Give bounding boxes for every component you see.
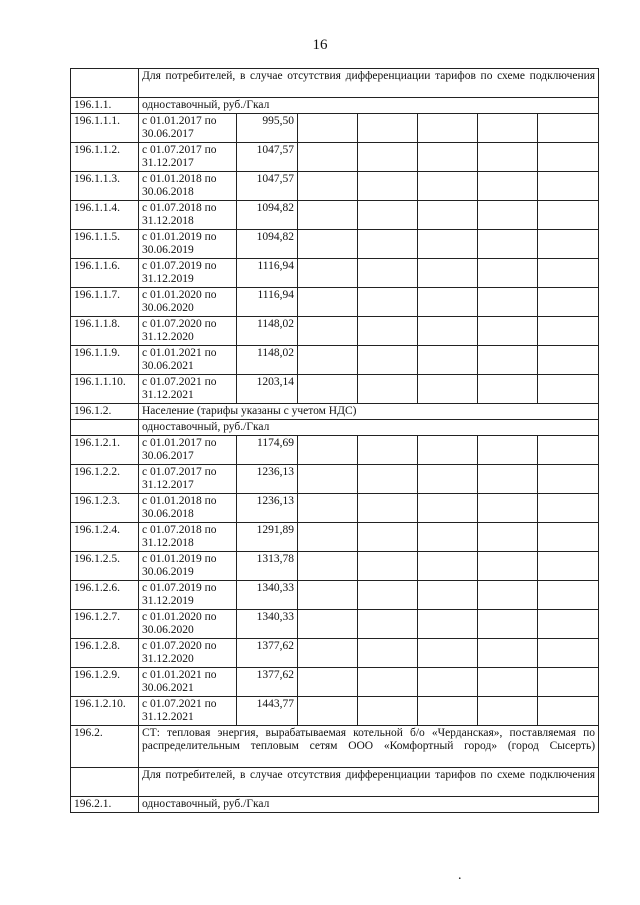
empty-cell: [418, 346, 478, 375]
table-row: [71, 668, 599, 697]
empty-cell: [538, 668, 599, 697]
section-description: Население (тарифы указаны с учетом НДС): [139, 404, 599, 420]
empty-cell: [358, 610, 418, 639]
empty-cell: [478, 375, 538, 404]
period-cell: с 01.01.2020 по 30.06.2020: [139, 288, 237, 317]
empty-cell: [538, 288, 599, 317]
table-row: [71, 639, 599, 668]
empty-cell: [478, 288, 538, 317]
empty-cell: [538, 494, 599, 523]
table-row: [71, 465, 599, 494]
table-row: [71, 346, 599, 375]
page-number: 16: [312, 37, 328, 53]
empty-cell: [298, 172, 358, 201]
empty-cell: [418, 639, 478, 668]
empty-cell: [538, 143, 599, 172]
price-cell: 1236,13: [237, 494, 298, 523]
empty-cell: [418, 465, 478, 494]
empty-cell: [298, 610, 358, 639]
empty-cell: [418, 668, 478, 697]
period-cell: с 01.01.2017 по 30.06.2017: [139, 114, 237, 143]
empty-cell: [478, 697, 538, 726]
row-number: 196.1.2.10.: [71, 697, 139, 726]
section-row: [71, 404, 599, 420]
table-row: [71, 230, 599, 259]
empty-cell: [298, 465, 358, 494]
price-cell: 1313,78: [237, 552, 298, 581]
period-cell: с 01.07.2019 по 31.12.2019: [139, 581, 237, 610]
price-cell: 1116,94: [237, 259, 298, 288]
empty-cell: [538, 523, 599, 552]
period-cell: с 01.01.2019 по 30.06.2019: [139, 552, 237, 581]
empty-cell: [358, 375, 418, 404]
empty-cell: [358, 172, 418, 201]
section-row: [71, 726, 599, 768]
empty-cell: [478, 114, 538, 143]
empty-cell: [538, 346, 599, 375]
empty-cell: [358, 668, 418, 697]
row-number: [71, 768, 139, 797]
empty-cell: [478, 230, 538, 259]
empty-cell: [478, 317, 538, 346]
empty-cell: [538, 172, 599, 201]
table-row: [71, 581, 599, 610]
empty-cell: [538, 436, 599, 465]
row-number: 196.2.1.: [71, 797, 139, 813]
period-cell: с 01.07.2017 по 31.12.2017: [139, 465, 237, 494]
empty-cell: [358, 288, 418, 317]
empty-cell: [418, 259, 478, 288]
empty-cell: [298, 552, 358, 581]
section-description: Для потребителей, в случае отсутствия дифференциации тарифов по схеме подключения: [139, 768, 599, 797]
row-number: 196.2.: [71, 726, 139, 768]
empty-cell: [298, 114, 358, 143]
row-number: 196.1.1.: [71, 98, 139, 114]
empty-cell: [298, 436, 358, 465]
table-row: [71, 143, 599, 172]
table-row: [71, 494, 599, 523]
section-row: [71, 420, 599, 436]
row-number: 196.1.2.3.: [71, 494, 139, 523]
empty-cell: [478, 523, 538, 552]
empty-cell: [358, 581, 418, 610]
empty-cell: [418, 436, 478, 465]
empty-cell: [298, 668, 358, 697]
period-cell: с 01.07.2019 по 31.12.2019: [139, 259, 237, 288]
table-row: [71, 201, 599, 230]
section-row: [71, 98, 599, 114]
row-number: 196.1.2.4.: [71, 523, 139, 552]
price-cell: 1377,62: [237, 668, 298, 697]
empty-cell: [538, 610, 599, 639]
section-description: одноставочный, руб./Гкал: [139, 797, 599, 813]
empty-cell: [538, 552, 599, 581]
empty-cell: [418, 523, 478, 552]
table-row: [71, 288, 599, 317]
row-number: 196.1.2.6.: [71, 581, 139, 610]
period-cell: с 01.07.2018 по 31.12.2018: [139, 201, 237, 230]
empty-cell: [478, 610, 538, 639]
row-number: 196.1.1.7.: [71, 288, 139, 317]
empty-cell: [418, 581, 478, 610]
period-cell: с 01.01.2020 по 30.06.2020: [139, 610, 237, 639]
row-number: 196.1.1.8.: [71, 317, 139, 346]
empty-cell: [418, 494, 478, 523]
empty-cell: [538, 114, 599, 143]
empty-cell: [358, 494, 418, 523]
row-number: 196.1.1.4.: [71, 201, 139, 230]
empty-cell: [538, 465, 599, 494]
row-number: 196.1.2.1.: [71, 436, 139, 465]
price-cell: 1116,94: [237, 288, 298, 317]
empty-cell: [538, 581, 599, 610]
period-cell: с 01.01.2021 по 30.06.2021: [139, 668, 237, 697]
empty-cell: [418, 697, 478, 726]
empty-cell: [538, 317, 599, 346]
empty-cell: [538, 259, 599, 288]
table-row: [71, 375, 599, 404]
empty-cell: [418, 610, 478, 639]
row-number: 196.1.1.9.: [71, 346, 139, 375]
empty-cell: [358, 436, 418, 465]
empty-cell: [358, 465, 418, 494]
row-number: 196.1.2.7.: [71, 610, 139, 639]
price-cell: 995,50: [237, 114, 298, 143]
row-number: 196.1.2.9.: [71, 668, 139, 697]
tariff-table-body: [71, 69, 599, 813]
empty-cell: [298, 259, 358, 288]
empty-cell: [298, 143, 358, 172]
row-number: 196.1.2.: [71, 404, 139, 420]
empty-cell: [358, 114, 418, 143]
empty-cell: [298, 317, 358, 346]
empty-cell: [298, 697, 358, 726]
row-number: [71, 69, 139, 98]
table-row: [71, 317, 599, 346]
empty-cell: [298, 523, 358, 552]
period-cell: с 01.01.2017 по 30.06.2017: [139, 436, 237, 465]
tariff-table: [70, 68, 599, 813]
empty-cell: [418, 143, 478, 172]
price-cell: 1203,14: [237, 375, 298, 404]
period-cell: с 01.01.2019 по 30.06.2019: [139, 230, 237, 259]
table-row: [71, 610, 599, 639]
empty-cell: [298, 581, 358, 610]
table-row: [71, 552, 599, 581]
empty-cell: [418, 552, 478, 581]
empty-cell: [298, 375, 358, 404]
price-cell: 1340,33: [237, 610, 298, 639]
row-number: [71, 420, 139, 436]
row-number: 196.1.1.10.: [71, 375, 139, 404]
empty-cell: [478, 668, 538, 697]
empty-cell: [358, 201, 418, 230]
price-cell: 1236,13: [237, 465, 298, 494]
stray-dot: .: [458, 868, 462, 883]
empty-cell: [418, 288, 478, 317]
section-row: [71, 768, 599, 797]
empty-cell: [298, 201, 358, 230]
empty-cell: [298, 288, 358, 317]
empty-cell: [298, 230, 358, 259]
table-row: [71, 523, 599, 552]
price-cell: 1174,69: [237, 436, 298, 465]
empty-cell: [298, 494, 358, 523]
table-row: [71, 697, 599, 726]
empty-cell: [358, 346, 418, 375]
price-cell: 1148,02: [237, 346, 298, 375]
period-cell: с 01.07.2020 по 31.12.2020: [139, 317, 237, 346]
row-number: 196.1.2.2.: [71, 465, 139, 494]
empty-cell: [478, 465, 538, 494]
empty-cell: [298, 346, 358, 375]
row-number: 196.1.1.6.: [71, 259, 139, 288]
period-cell: с 01.07.2020 по 31.12.2020: [139, 639, 237, 668]
empty-cell: [418, 114, 478, 143]
empty-cell: [358, 552, 418, 581]
empty-cell: [358, 523, 418, 552]
empty-cell: [478, 639, 538, 668]
period-cell: с 01.01.2018 по 30.06.2018: [139, 172, 237, 201]
row-number: 196.1.1.2.: [71, 143, 139, 172]
section-description: Для потребителей, в случае отсутствия дифференциации тарифов по схеме подключения: [139, 69, 599, 98]
empty-cell: [478, 346, 538, 375]
period-cell: с 01.07.2021 по 31.12.2021: [139, 697, 237, 726]
section-description: одноставочный, руб./Гкал: [139, 98, 599, 114]
empty-cell: [418, 230, 478, 259]
empty-cell: [478, 552, 538, 581]
empty-cell: [478, 201, 538, 230]
price-cell: 1443,77: [237, 697, 298, 726]
row-number: 196.1.1.1.: [71, 114, 139, 143]
price-cell: 1047,57: [237, 172, 298, 201]
table-row: [71, 172, 599, 201]
empty-cell: [478, 259, 538, 288]
period-cell: с 01.01.2018 по 30.06.2018: [139, 494, 237, 523]
empty-cell: [478, 143, 538, 172]
empty-cell: [358, 697, 418, 726]
empty-cell: [418, 201, 478, 230]
empty-cell: [358, 230, 418, 259]
period-cell: с 01.07.2017 по 31.12.2017: [139, 143, 237, 172]
empty-cell: [538, 230, 599, 259]
price-cell: 1047,57: [237, 143, 298, 172]
price-cell: 1291,89: [237, 523, 298, 552]
empty-cell: [538, 697, 599, 726]
period-cell: с 01.07.2021 по 31.12.2021: [139, 375, 237, 404]
empty-cell: [418, 172, 478, 201]
price-cell: 1094,82: [237, 230, 298, 259]
section-row: [71, 69, 599, 98]
section-row: [71, 797, 599, 813]
row-number: 196.1.2.5.: [71, 552, 139, 581]
period-cell: с 01.07.2018 по 31.12.2018: [139, 523, 237, 552]
empty-cell: [418, 375, 478, 404]
empty-cell: [538, 375, 599, 404]
empty-cell: [478, 494, 538, 523]
row-number: 196.1.1.3.: [71, 172, 139, 201]
row-number: 196.1.1.5.: [71, 230, 139, 259]
table-row: [71, 114, 599, 143]
empty-cell: [298, 639, 358, 668]
empty-cell: [358, 639, 418, 668]
section-description: одноставочный, руб./Гкал: [139, 420, 599, 436]
empty-cell: [418, 317, 478, 346]
price-cell: 1094,82: [237, 201, 298, 230]
table-row: [71, 259, 599, 288]
empty-cell: [478, 436, 538, 465]
row-number: 196.1.2.8.: [71, 639, 139, 668]
section-description: СТ: тепловая энергия, вырабатываемая котельной б/о «Черданская», поставляемая по распределительным тепловым сетям ООО «Комфортный город» (город Сысерть): [139, 726, 599, 768]
price-cell: 1148,02: [237, 317, 298, 346]
empty-cell: [538, 201, 599, 230]
period-cell: с 01.01.2021 по 30.06.2021: [139, 346, 237, 375]
empty-cell: [358, 143, 418, 172]
empty-cell: [478, 172, 538, 201]
table-row: [71, 436, 599, 465]
empty-cell: [478, 581, 538, 610]
empty-cell: [538, 639, 599, 668]
price-cell: 1377,62: [237, 639, 298, 668]
price-cell: 1340,33: [237, 581, 298, 610]
empty-cell: [358, 259, 418, 288]
empty-cell: [358, 317, 418, 346]
